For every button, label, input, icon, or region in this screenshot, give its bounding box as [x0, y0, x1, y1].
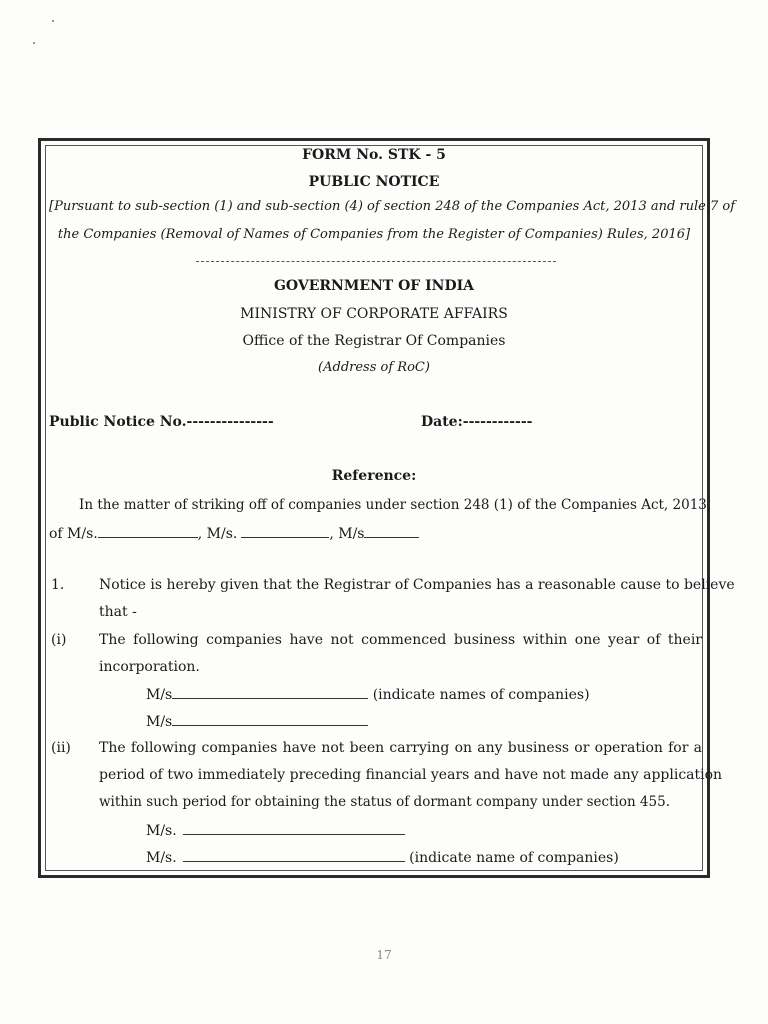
ms-label: M/s. — [146, 823, 177, 839]
ms-label: M/s — [146, 687, 173, 703]
scan-speck — [33, 42, 35, 44]
scan-speck — [52, 20, 54, 22]
item-i-company-line-1 — [146, 686, 590, 703]
company-name-blank — [183, 822, 405, 835]
matter-companies-line — [49, 525, 419, 542]
office-heading: Office of the Registrar Of Companies — [242, 333, 506, 349]
company-name-blank — [241, 525, 329, 538]
company-name-blank — [98, 525, 198, 538]
company-name-blank — [364, 525, 419, 538]
company-name-blank — [172, 686, 368, 699]
matter-ms-label: , M/s — [329, 526, 365, 542]
item-i-number: (i) — [51, 632, 67, 648]
notice-title: PUBLIC NOTICE — [308, 174, 440, 190]
company-name-blank — [172, 713, 368, 726]
form-number: FORM No. STK - 5 — [302, 147, 446, 163]
pursuant-line-1: [Pursuant to sub-section (1) and sub-section (4) of section 248 of the Companies Act, 2013 and rule 7 of — [49, 199, 736, 214]
item-i-text-cont: incorporation. — [99, 659, 200, 675]
dashed-separator — [196, 261, 556, 262]
matter-line: In the matter of striking off of companies under section 248 (1) of the Companies Act, 2013, — [79, 497, 712, 513]
item-1-text: Notice is hereby given that the Registrar of Companies has a reasonable cause to believe — [99, 577, 735, 593]
pursuant-line-2: the Companies (Removal of Names of Companies from the Register of Companies) Rules, 2016] — [57, 227, 691, 242]
public-notice-form — [38, 138, 736, 878]
ms-label: M/s — [146, 714, 173, 730]
public-notice-number: Public Notice No.--------------- — [49, 414, 274, 430]
matter-ms-label: of M/s. — [49, 526, 98, 542]
blank-note: (indicate names of companies) — [372, 687, 590, 703]
ministry-heading: MINISTRY OF CORPORATE AFFAIRS — [240, 306, 508, 322]
notice-date: Date:------------ — [421, 414, 533, 430]
item-i-text: The following companies have not commenced business within one year of their — [99, 632, 702, 648]
item-ii-text-cont-2: within such period for obtaining the status of dormant company under section 455. — [99, 794, 670, 810]
item-ii-number: (ii) — [51, 740, 71, 756]
item-ii-text: The following companies have not been carrying on any business or operation for a — [99, 740, 702, 756]
page-number: 17 — [376, 948, 392, 962]
government-heading: GOVERNMENT OF INDIA — [273, 278, 475, 294]
ms-label: M/s. — [146, 850, 177, 866]
item-ii-company-line-1 — [146, 822, 405, 839]
roc-address: (Address of RoC) — [318, 360, 430, 375]
item-1-number: 1. — [51, 577, 65, 593]
item-1-text-cont: that - — [99, 604, 137, 620]
item-i-company-line-2 — [146, 713, 368, 730]
item-ii-company-line-2 — [146, 849, 619, 866]
reference-heading: Reference: — [331, 468, 417, 484]
item-ii-text-cont: period of two immediately preceding financial years and have not made any application — [99, 767, 723, 783]
company-name-blank — [183, 849, 405, 862]
matter-ms-label: , M/s. — [197, 526, 238, 542]
blank-note: (indicate name of companies) — [409, 850, 619, 866]
